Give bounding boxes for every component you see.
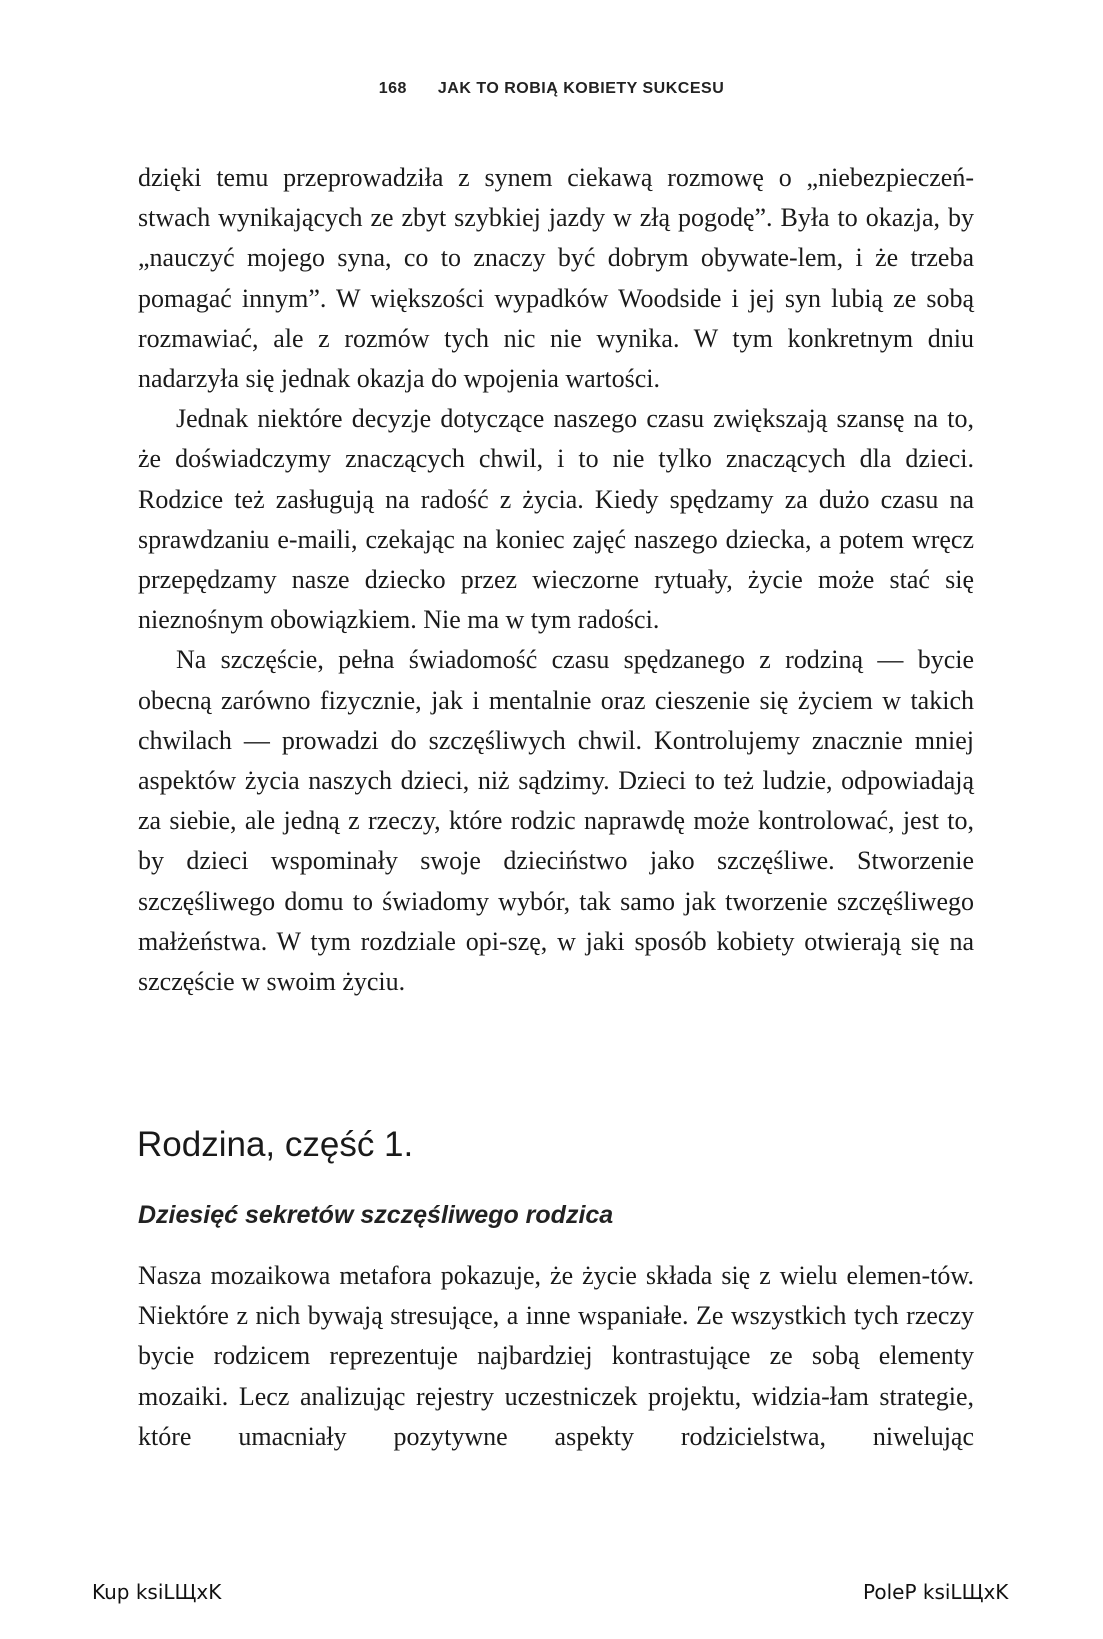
- body-text: [138, 158, 974, 1002]
- book-title: JAK TO ROBIĄ KOBIETY SUKCESU: [437, 80, 725, 97]
- paragraph-2: Jednak niektóre decyzje dotyczące naszego czasu zwiększają szansę na to, że doświadczymy znaczących chwil, i to nie tylko znaczących dla dzieci. Rodzice też zasługują na radość z życia. Kiedy spędzamy za dużo czasu na sprawdzaniu e-maili, czekając na koniec zajęć naszego dziecka, a potem wręcz przepędzamy nasze dziecko przez wieczorne rytuały, życie może stać się nieznośnym obowiązkiem. Nie ma w tym radości.: [138, 404, 974, 635]
- page-number: 168: [378, 80, 407, 97]
- running-head: [0, 80, 1103, 98]
- buy-book-link[interactable]: Kup ksiLЩxK: [92, 1580, 222, 1604]
- recommend-book-link[interactable]: PoleP ksiLЩxK: [863, 1580, 1009, 1604]
- section-body-text: [138, 1256, 974, 1457]
- paragraph-3: Na szczęście, pełna świadomość czasu spędzanego z rodziną — bycie obecną zarówno fizycznie, jak i mentalnie oraz cieszenie się życiem w takich chwilach — prowadzi do szczęśliwych chwil. Kontrolujemy znacznie mniej aspektów życia naszych dzieci, niż sądzimy. Dzieci to też ludzie, odpowiadają za siebie, ale jedną z rzeczy, które rodzic naprawdę może kontrolować, jest to, by dzieci wspominały swoje dzieciństwo jako szczęśliwe. Stworzenie szczęśliwego domu to świadomy wybór, tak samo jak tworzenie szczęśliwego małżeństwa. W tym rozdziale opi-szę, w jaki sposób kobiety otwierają się na szczęście w swoim życiu.: [138, 645, 974, 997]
- section-paragraph: Nasza mozaikowa metafora pokazuje, że życie składa się z wielu elemen-tów. Niektóre z nich bywają stresujące, a inne wspaniałe. Ze wszystkich tych rzeczy bycie rodzicem reprezentuje najbardziej kontrastujące ze sobą elementy mozaiki. Lecz analizując rejestry uczestniczek projektu, widzia-łam strategie, które umacniały pozytywne aspekty rodzicielstwa, niwelując: [138, 1261, 974, 1451]
- section-heading: Rodzina, część 1.: [137, 1125, 414, 1164]
- section-subheading: Dziesięć sekretów szczęśliwego rodzica: [138, 1201, 614, 1229]
- paragraph-1: dzięki temu przeprowadziła z synem ciekawą rozmowę o „niebezpieczeń-stwach wynikających ze zbyt szybkiej jazdy w złą pogodę”. Była to okazja, by „nauczyć mojego syna, co to znaczy być dobrym obywate-lem, i że trzeba pomagać innym”. W większości wypadków Woodside i jej syn lubią ze sobą rozmawiać, ale z rozmów tych nic nie wynika. W tym konkretnym dniu nadarzyła się jednak okazja do wpojenia wartości.: [138, 163, 974, 394]
